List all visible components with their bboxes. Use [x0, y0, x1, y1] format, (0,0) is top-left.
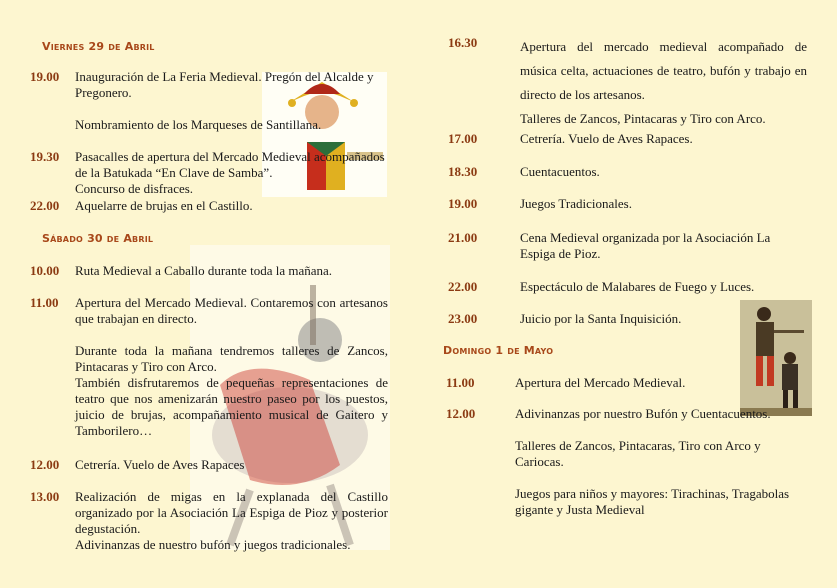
event-time: 12.00 [446, 406, 476, 421]
event-text: Ruta Medieval a Caballo durante toda la mañana. [75, 263, 333, 278]
event-time: 22.00 [30, 198, 60, 213]
event-text: Espectáculo de Malabares de Fuego y Luces. [520, 279, 755, 294]
event-time: 19.00 [448, 196, 478, 211]
event-time: 13.00 [30, 489, 60, 504]
event-text: Cetrería. Vuelo de Aves Rapaces. [520, 131, 693, 146]
event-text: Nombramiento de los Marqueses de Santillana. [75, 117, 322, 132]
event-time: 21.00 [448, 230, 478, 245]
event-text: Apertura del Mercado Medieval. Contaremos con artesanos que trabajan en directo. [75, 295, 388, 326]
event-text: Juegos Tradicionales. [520, 196, 632, 211]
event-time: 11.00 [446, 375, 475, 390]
event-text: Pasacalles de apertura del Mercado Medieval acompañados de la Batukada “En Clave de Samba”. [75, 149, 385, 180]
event-text: Aquelarre de brujas en el Castillo. [75, 198, 253, 213]
event-time: 19.30 [30, 149, 60, 164]
event-text: Juicio por la Santa Inquisición. [520, 311, 682, 326]
event-time: 11.00 [30, 295, 59, 310]
event-text: Apertura del Mercado Medieval. [515, 375, 686, 390]
event-text: Cuentacuentos. [520, 164, 600, 179]
event-time: 23.00 [448, 311, 478, 326]
event-text: Cetrería. Vuelo de Aves Rapaces [75, 457, 245, 472]
event-time: 18.30 [448, 164, 478, 179]
event-text: Inauguración de La Feria Medieval. Pregón del Alcalde y Pregonero. [75, 69, 374, 100]
event-text: Talleres de Zancos, Pintacaras, Tiro con Arco y Cariocas. [515, 438, 761, 469]
event-text: Cena Medieval organizada por la Asociación La Espiga de Pioz. [520, 230, 771, 261]
day-heading-sunday: Domingo 1 de Mayo [443, 344, 554, 357]
event-text: Durante toda la mañana tendremos talleres de Zancos, Pintacaras y Tiro con Arco. [75, 343, 388, 374]
event-text: Talleres de Zancos, Pintacaras y Tiro con Arco. [520, 111, 766, 126]
event-text: También disfrutaremos de pequeñas representaciones de teatro que nos amenizarán nuestro paseo por los puestos, juicio de brujas, acompañamiento musical de Gaitero y Tamborilero… [75, 375, 388, 438]
event-time: 17.00 [448, 131, 478, 146]
event-text: Realización de migas en la explanada del Castillo organizado por la Asociación La Espiga de Pioz y posterior degustación. [75, 489, 388, 536]
event-text: Adivinanzas de nuestro bufón y juegos tradicionales. [75, 537, 351, 552]
event-time: 10.00 [30, 263, 60, 278]
day-heading-saturday: Sábado 30 de Abril [42, 232, 154, 245]
event-text: Apertura del mercado medieval acompañado de música celta, actuaciones de teatro, bufón y trabajo en directo de los artesanos. [520, 39, 807, 102]
day-heading-friday: Viernes 29 de Abril [42, 40, 155, 53]
event-time: 19.00 [30, 69, 60, 84]
event-time: 22.00 [448, 279, 478, 294]
event-time: 12.00 [30, 457, 60, 472]
event-text: Adivinanzas por nuestro Bufón y Cuentacuentos. [515, 406, 771, 421]
event-text: Concurso de disfraces. [75, 181, 194, 196]
event-time: 16.30 [448, 35, 478, 50]
event-text: Juegos para niños y mayores: Tirachinas, Tragabolas gigante y Justa Medieval [515, 486, 790, 517]
